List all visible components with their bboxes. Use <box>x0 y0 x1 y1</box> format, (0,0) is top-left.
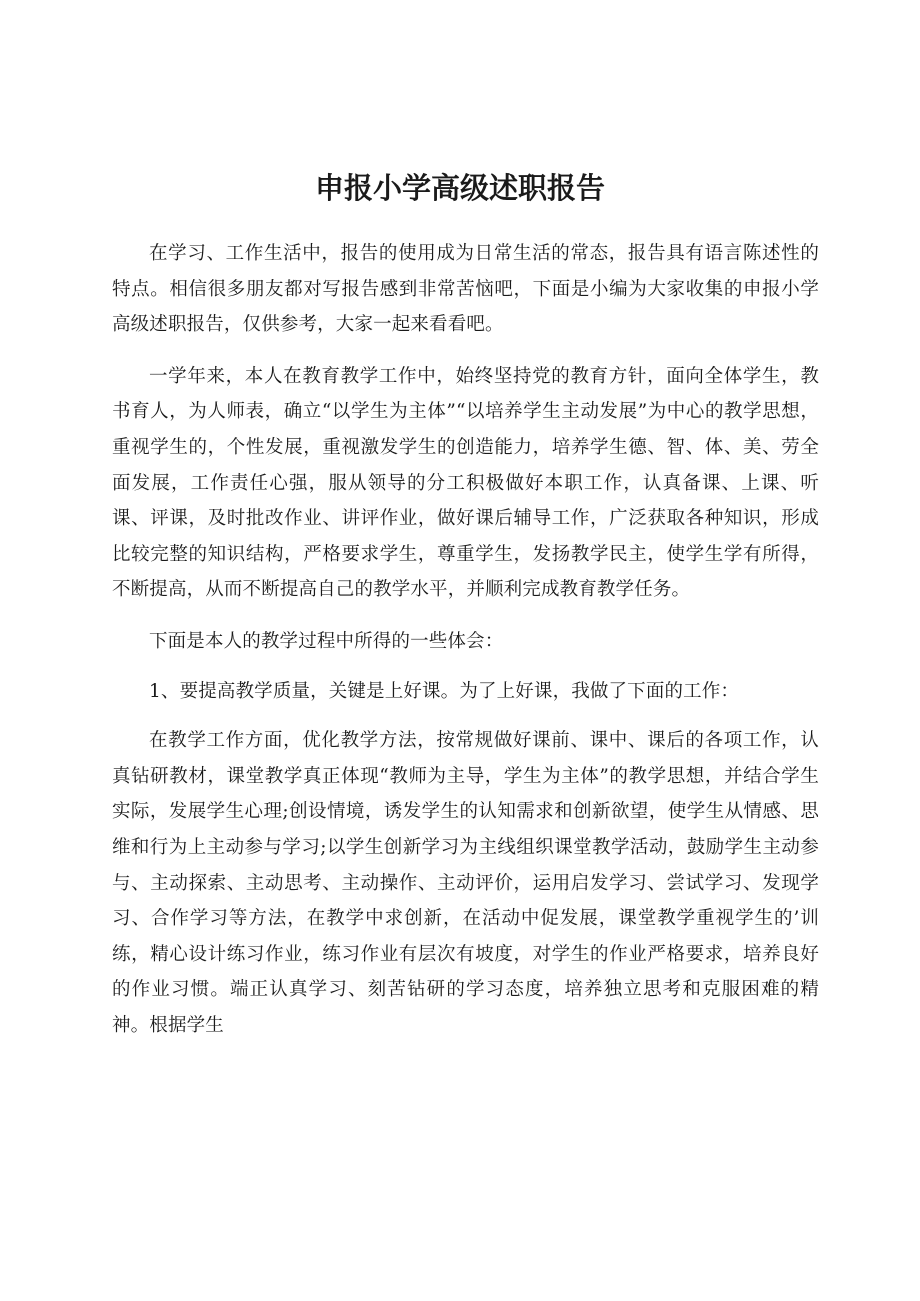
paragraph-teaching-work: 在教学工作方面，优化教学方法，按常规做好课前、课中、课后的各项工作，认真钻研教材，课堂教学真正体现“教师为主导，学生为主体”的教学思想，并结合学生实际，发展学生心理;创设情境，诱发学生的认知需求和创新欲望，使学生从情感、思维和行为上主动参与学习;以学生创新学习为主线组织课堂教学活动，鼓励学生主动参与、主动探索、主动思考、主动操作、主动评价，运用启发学习、尝试学习、发现学习、合作学习等方法，在教学中求创新，在活动中促发展，课堂教学重视学生的’训练，精心设计练习作业，练习作业有层次有坡度，对学生的作业严格要求，培养良好的作业习惯。端正认真学习、刻苦钻研的学习态度，培养独立思考和克服困难的精神。根据学生 <box>112 730 819 1036</box>
paragraph-experience-lead: 下面是本人的教学过程中所得的一些体会： <box>149 630 504 652</box>
document-body <box>112 236 819 1059</box>
paragraph-intro: 在学习、工作生活中，报告的使用成为日常生活的常态，报告具有语言陈述性的特点。相信很多朋友都对写报告感到非常苦恼吧，下面是小编为大家收集的申报小学高级述职报告，仅供参考，大家一起来看看吧。 <box>112 243 819 336</box>
paragraph-summary: 一学年来，本人在教育教学工作中，始终坚持党的教育方针，面向全体学生，教书育人，为人师表，确立“以学生为主体”“以培养学生主动发展”为中心的教学思想，重视学生的，个性发展，重视激发学生的创造能力，培养学生德、智、体、美、劳全面发展，工作责任心强，服从领导的分工积极做好本职工作，认真备课、上课、听课、评课，及时批改作业、讲评作业，做好课后辅导工作，广泛获取各种知识，形成比较完整的知识结构，严格要求学生，尊重学生，发扬教学民主，使学生学有所得，不断提高，从而不断提高自己的教学水平，并顺利完成教育教学任务。 <box>112 365 819 601</box>
document-title: 申报小学高级述职报告 <box>314 171 605 205</box>
paragraph-point-1: 1、要提高教学质量，关键是上好课。为了上好课，我做了下面的工作： <box>149 680 740 702</box>
